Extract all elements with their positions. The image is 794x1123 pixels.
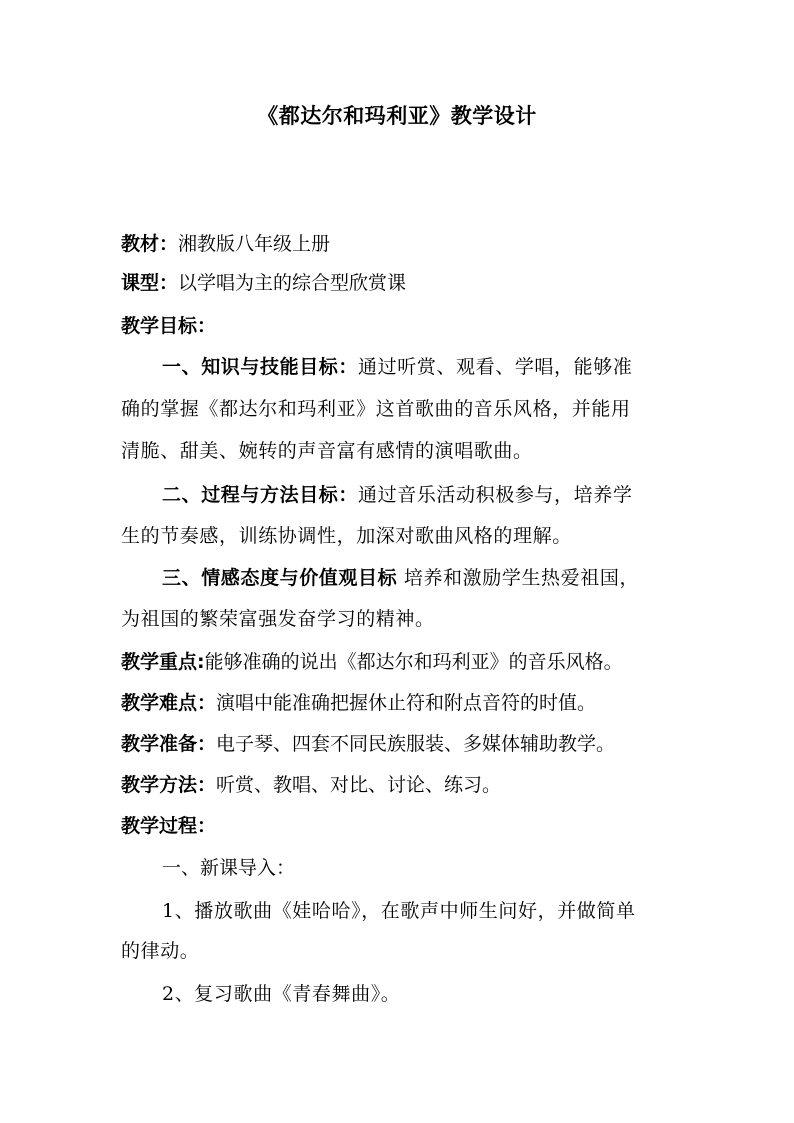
- material-label: 教材：: [121, 233, 179, 255]
- process-step-1-line-1: 1、播放歌曲《娃哈哈》，在歌声中师生问好，并做简单: [162, 900, 636, 922]
- difficulty-value: 演唱中能准确把握休止符和附点音符的时值。: [216, 692, 597, 714]
- methods-value: 听赏、教唱、对比、讨论、练习。: [216, 774, 502, 796]
- document-title: 《都达尔和玛利亚》教学设计: [257, 103, 537, 128]
- preparation-line: [121, 729, 615, 759]
- key-point-line: [121, 647, 623, 677]
- objective-1-heading: 一、知识与技能目标：: [162, 356, 359, 378]
- objectives-line: [121, 311, 216, 341]
- objective-1-line-3: 清脆、甜美、婉转的声音富有感情的演唱歌曲。: [121, 440, 533, 462]
- process-section-1: 一、新课导入：: [162, 857, 296, 879]
- process-line: [121, 811, 216, 841]
- lesson-type-value: 以学唱为主的综合型欣赏课: [178, 272, 407, 294]
- key-point-label: 教学重点:: [121, 651, 205, 673]
- lesson-type-line: [121, 268, 406, 298]
- methods-label: 教学方法：: [121, 774, 217, 796]
- objective-3-line-2: 为祖国的繁荣富强发奋学习的精神。: [121, 608, 435, 630]
- objective-3-text-1: 培养和激励学生热爱祖国，: [403, 567, 640, 589]
- objective-1-text-1: 通过听赏、观看、学唱，能够准: [358, 356, 633, 378]
- objective-2-heading: 二、过程与方法目标：: [162, 484, 359, 506]
- objective-1-line-1: [162, 352, 632, 382]
- difficulty-line: [121, 688, 596, 718]
- preparation-label: 教学准备：: [121, 733, 217, 755]
- difficulty-label: 教学难点：: [121, 692, 217, 714]
- process-step-2: 2、复习歌曲《青春舞曲》。: [162, 983, 401, 1005]
- objective-1-line-2: 确的掌握《都达尔和玛利亚》这首歌曲的音乐风格，并能用: [121, 398, 631, 420]
- objective-2-line-2: 生的节奏感，训练协调性，加深对歌曲风格的理解。: [121, 525, 572, 547]
- objective-2-text-1: 通过音乐活动积极参与，培养学: [358, 484, 633, 506]
- methods-line: [121, 770, 501, 800]
- preparation-value: 电子琴、四套不同民族服装、多媒体辅助教学。: [216, 733, 616, 755]
- objective-3-line-1: [162, 563, 639, 593]
- material-line: [121, 229, 330, 259]
- objectives-label: 教学目标：: [121, 315, 217, 337]
- objective-3-heading: 三、情感态度与价值观目标: [162, 567, 398, 589]
- material-value: 湘教版八年级上册: [178, 233, 331, 255]
- lesson-type-label: 课型：: [121, 272, 179, 294]
- key-point-value: 能够准确的说出《都达尔和玛利亚》的音乐风格。: [204, 651, 623, 673]
- process-label: 教学过程：: [121, 815, 217, 837]
- objective-2-line-1: [162, 480, 632, 510]
- process-step-1-line-2: 的律动。: [121, 940, 200, 962]
